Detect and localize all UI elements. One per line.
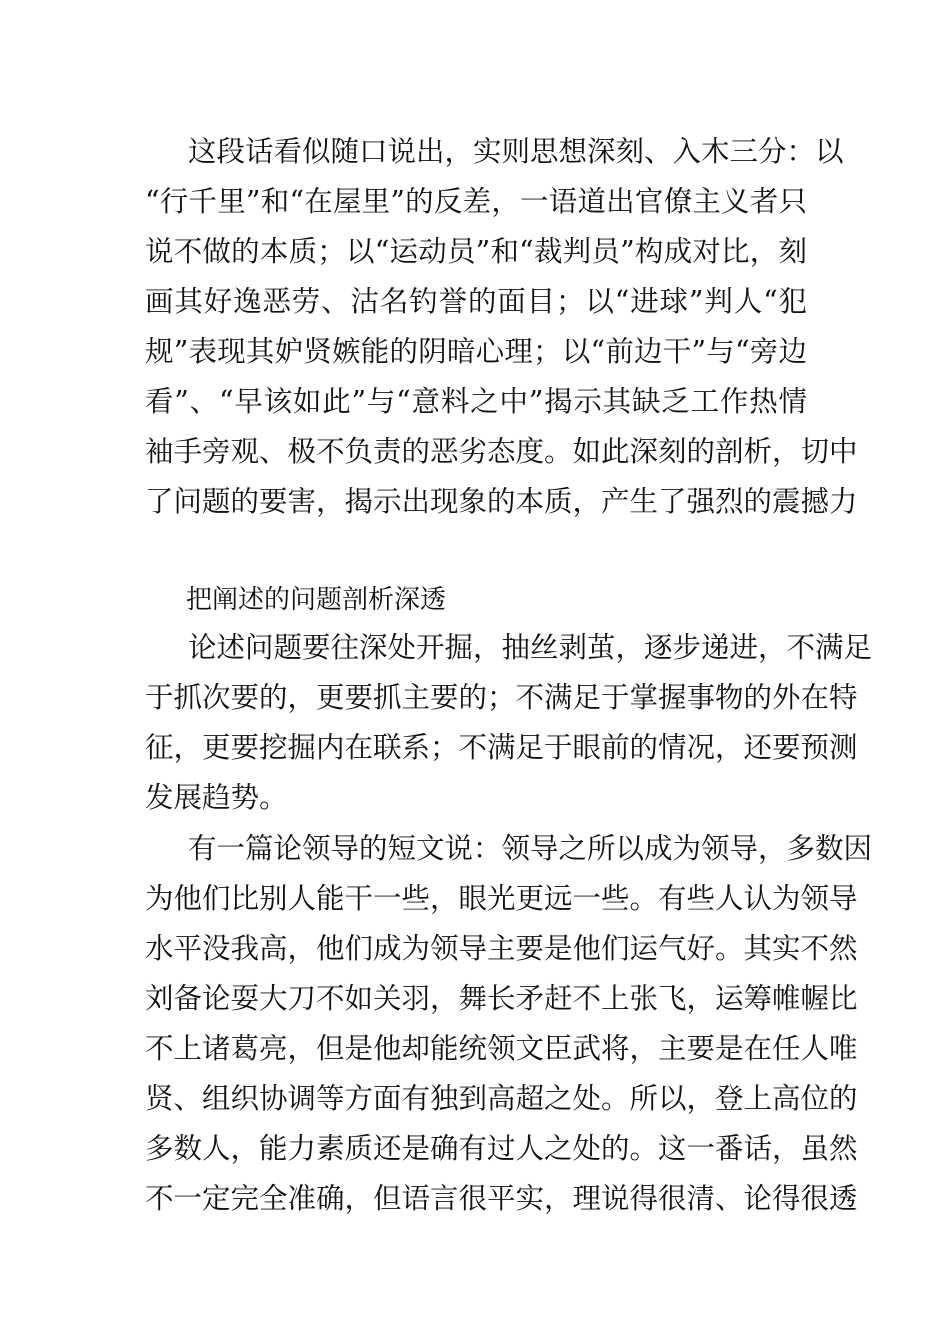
- paragraph-1-line-7: 袖手旁观、极不负责的恶劣态度。如此深刻的剖析，切中: [145, 435, 858, 468]
- paragraph-1-line-1: 这段话看似随口说出，实则思想深刻、入木三分：以: [188, 135, 844, 168]
- paragraph-3-line-6: 贤、组织协调等方面有独到高超之处。所以，登上高位的: [145, 1082, 858, 1115]
- paragraph-3-line-2: 为他们比别人能干一些，眼光更远一些。有些人认为领导: [145, 882, 858, 915]
- paragraph-1-line-8: 了问题的要害，揭示出现象的本质，产生了强烈的震撼力: [145, 485, 858, 518]
- paragraph-1-line-5: 规”表现其妒贤嫉能的阴暗心理；以“前边干”与“旁边: [145, 335, 807, 368]
- paragraph-1-line-3: 说不做的本质；以“运动员”和“裁判员”构成对比，刻: [145, 235, 807, 268]
- paragraph-2-line-2: 于抓次要的，更要抓主要的；不满足于掌握事物的外在特: [145, 681, 858, 714]
- paragraph-1-line-2: “行千里”和“在屋里”的反差，一语道出官僚主义者只: [145, 185, 807, 218]
- paragraph-3-line-4: 刘备论耍大刀不如关羽，舞长矛赶不上张飞，运筹帷幄比: [145, 982, 858, 1015]
- paragraph-3-line-5: 不上诸葛亮，但是他却能统领文臣武将，主要是在任人唯: [145, 1032, 858, 1065]
- section-heading: 把阐述的问题剖析深透: [186, 585, 447, 615]
- paragraph-1-line-4: 画其好逸恶劳、沽名钓誉的面目；以“进球”判人“犯: [145, 285, 807, 318]
- paragraph-1-line-6: 看”、“早该如此”与“意料之中”揭示其缺乏工作热情: [145, 385, 807, 418]
- paragraph-3-line-7: 多数人，能力素质还是确有过人之处的。这一番话，虽然: [145, 1132, 858, 1165]
- paragraph-3-line-8: 不一定完全准确，但语言很平实，理说得很清、论得很透: [145, 1182, 858, 1215]
- paragraph-3-line-3: 水平没我高，他们成为领导主要是他们运气好。其实不然: [145, 932, 858, 965]
- paragraph-2-line-4: 发展趋势。: [145, 781, 288, 814]
- paragraph-2-line-1: 论述问题要往深处开掘，抽丝剥茧，逐步递进，不满足: [188, 631, 873, 664]
- paragraph-2-line-3: 征，更要挖掘内在联系；不满足于眼前的情况，还要预测: [145, 731, 858, 764]
- paragraph-3-line-1: 有一篇论领导的短文说：领导之所以成为领导，多数因: [188, 832, 873, 865]
